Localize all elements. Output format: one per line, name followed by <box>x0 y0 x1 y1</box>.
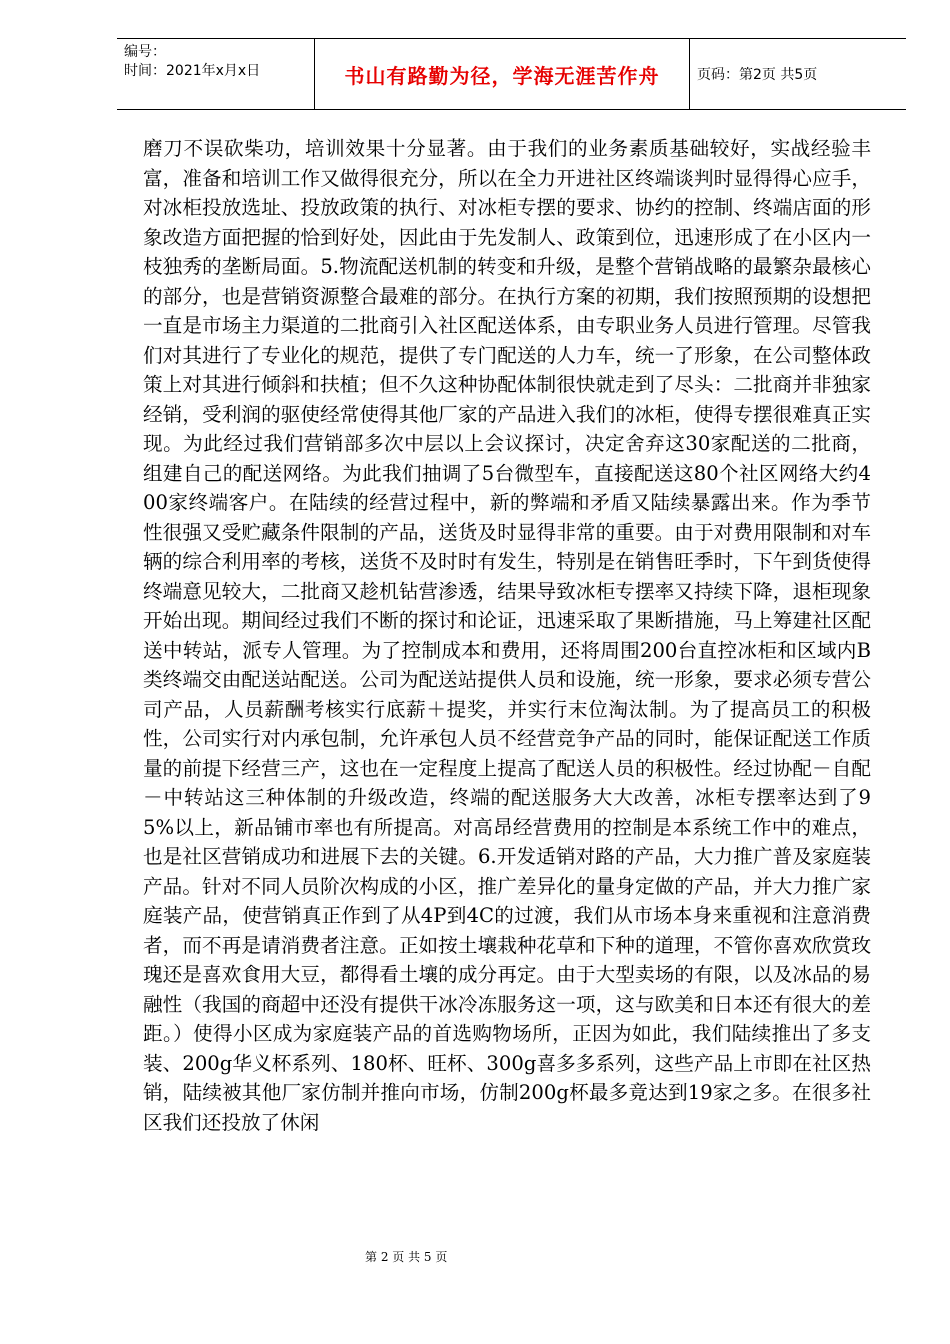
header-meta <box>117 39 315 109</box>
header-page-code: 页码：第2页 共5页 <box>697 67 818 83</box>
header-motto: 书山有路勤为径，学海无涯苦作舟 <box>315 39 690 109</box>
page-header <box>117 38 906 110</box>
body-paragraph: 磨刀不误砍柴功，培训效果十分显著。由于我们的业务素质基础较好，实战经验丰富，准备和培训工作又做得很充分，所以在全力开进社区终端谈判时显得得心应手，对冰柜投放选址、投放政策的执行、对冰柜专摆的要求、协约的控制、终端店面的形象改造方面把握的恰到好处，因此由于先发制人、政策到位，迅速形成了在小区内一枝独秀的垄断局面。5.物流配送机制的转变和升级，是整个营销战略的最繁杂最核心的部分，也是营销资源整合最难的部分。在执行方案的初期，我们按照预期的设想把一直是市场主力渠道的二批商引入社区配送体系，由专职业务人员进行管理。尽管我们对其进行了专业化的规范，提供了专门配送的人力车，统一了形象，在公司整体政策上对其进行倾斜和扶植；但不久这种协配体制很快就走到了尽头：二批商并非独家经销，受利润的驱使经常使得其他厂家的产品进入我们的冰柜，使得专摆很难真正实现。为此经过我们营销部多次中层以上会议探讨，决定舍弃这30家配送的二批商，组建自己的配送网络。为此我们抽调了5台微型车，直接配送这80个社区网络大约400家终端客户。在陆续的经营过程中，新的弊端和矛盾又陆续暴露出来。作为季节性很强又受贮藏条件限制的产品，送货及时显得非常的重要。由于对费用限制和对车辆的综合利用率的考核，送货不及时时有发生，特别是在销售旺季时，下午到货使得终端意见较大，二批商又趁机钻营渗透，结果导致冰柜专摆率又持续下降，退柜现象开始出现。期间经过我们不断的探讨和论证，迅速采取了果断措施，马上筹建社区配送中转站，派专人管理。为了控制成本和费用，还将周围200台直控冰柜和区域内B类终端交由配送站配送。公司为配送站提供人员和设施，统一形象，要求必须专营公司产品，人员薪酬考核实行底薪＋提奖，并实行末位淘汰制。为了提高员工的积极性，公司实行对内承包制，允许承包人员不经营竞争产品的同时，能保证配送工作质量的前提下经营三产，这也在一定程度上提高了配送人员的积极性。经过协配－自配－中转站这三种体制的升级改造，终端的配送服务大大改善，冰柜专摆率达到了95%以上，新品铺市率也有所提高。对高昂经营费用的控制是本系统工作中的难点，也是社区营销成功和进展下去的关键。6.开发适销对路的产品，大力推广普及家庭装产品。针对不同人员阶次构成的小区，推广差异化的量身定做的产品，并大力推广家庭装产品，使营销真正作到了从4P到4C的过渡，我们从市场本身来重视和注意消费者，而不再是请消费者注意。正如按土壤栽种花草和下种的道理，不管你喜欢欣赏玫瑰还是喜欢食用大豆，都得看土壤的成分再定。由于大型卖场的有限，以及冰品的易融性（我国的商超中还没有提供干冰冷冻服务这一项，这与欧美和日本还有很大的差距。）使得小区成为家庭装产品的首选购物场所，正因为如此，我们陆续推出了多支装、200g华义杯系列、180杯、旺杯、300g喜多多系列，这些产品上市即在社区热销，陆续被其他厂家仿制并推向市场，仿制200g杯最多竟达到19家之多。在很多社区我们还投放了休闲 <box>143 137 871 1134</box>
page-footer: 第 2 页 共 5 页 <box>365 1250 448 1264</box>
document-date: 时间：2021年x月x日 <box>124 63 261 79</box>
document-number: 编号： <box>124 44 166 60</box>
